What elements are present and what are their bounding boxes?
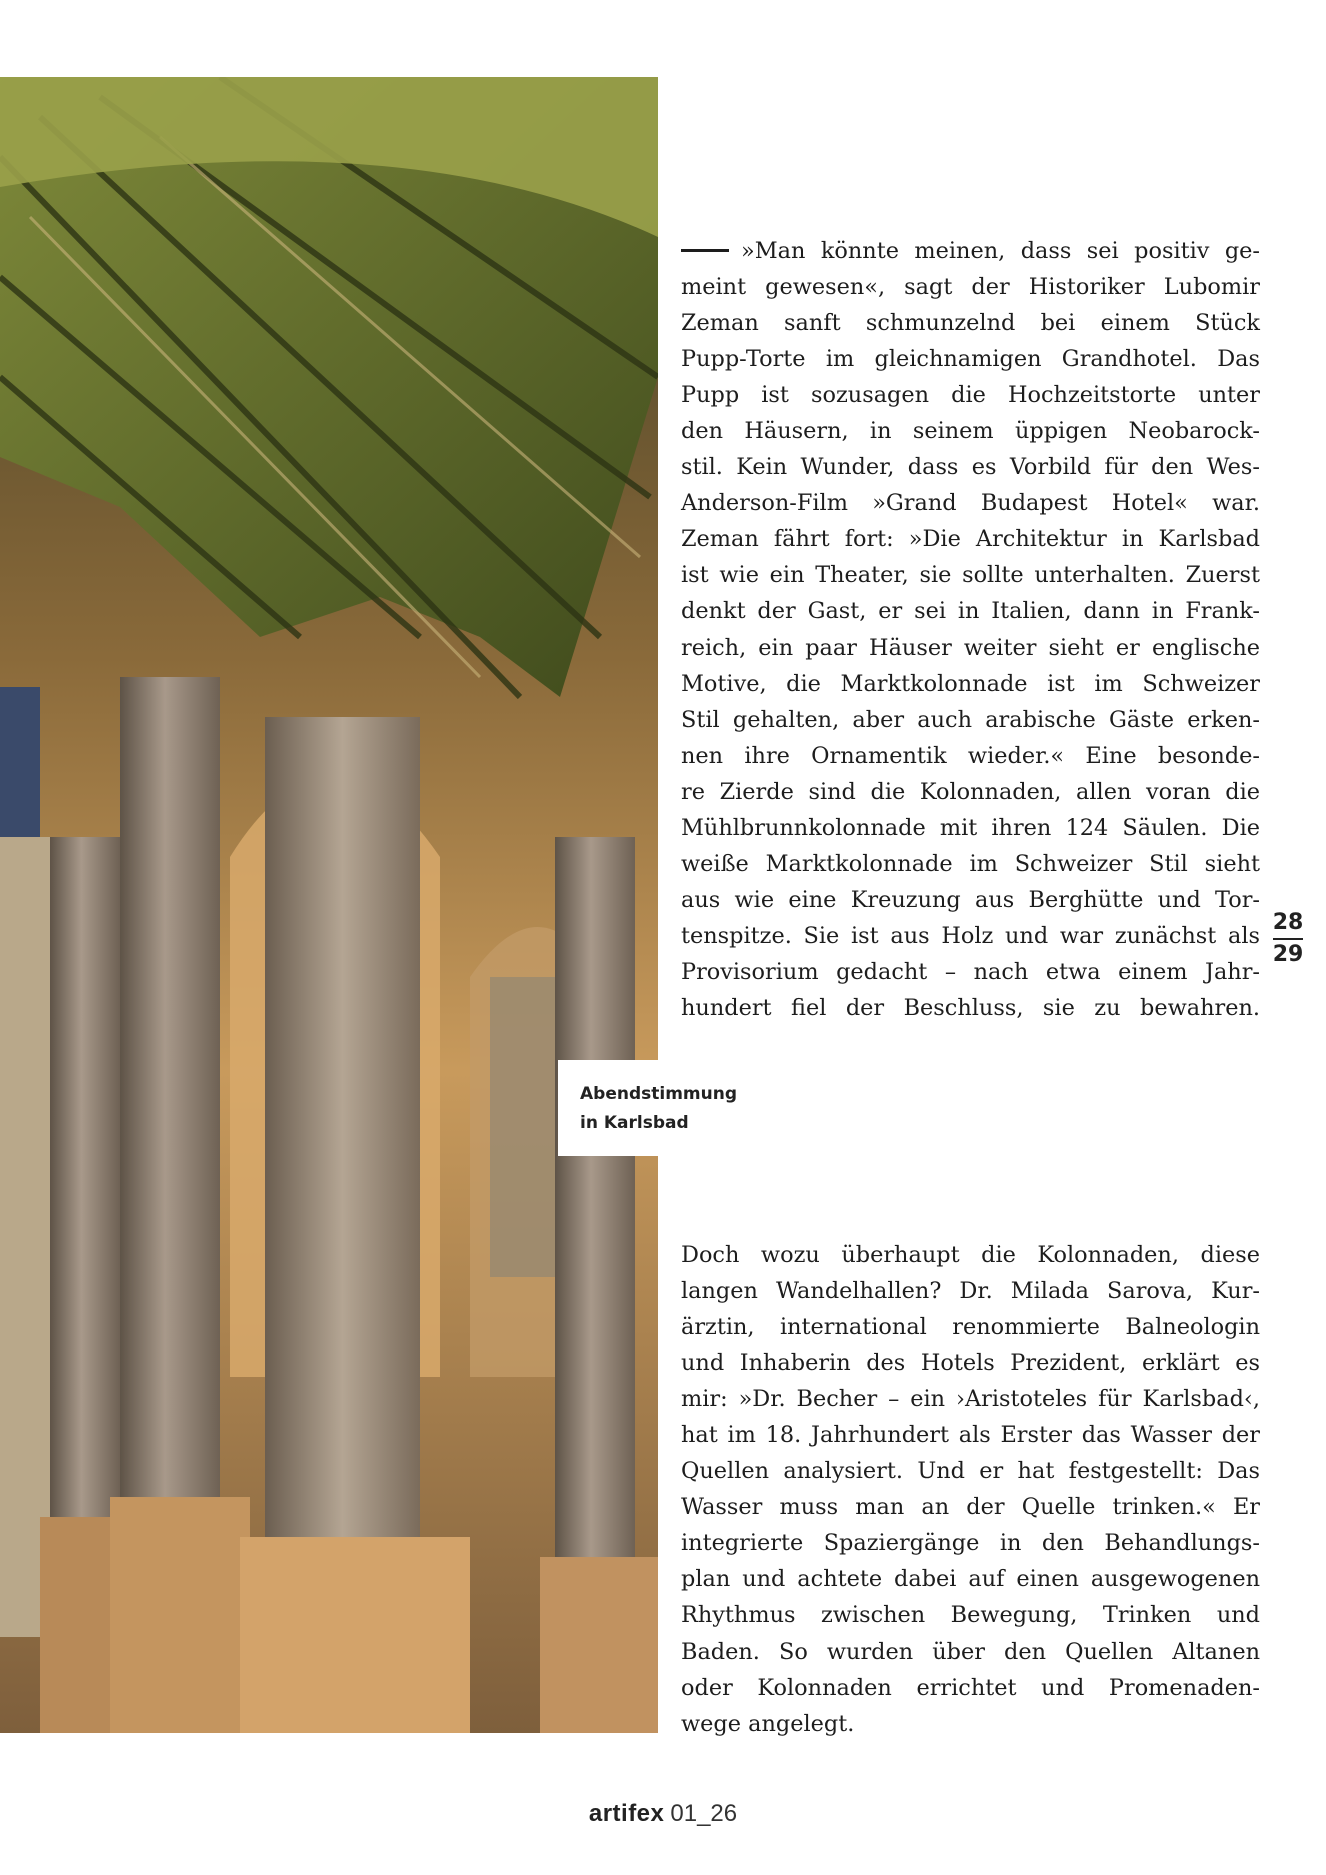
article-line: langen Wandelhallen? Dr. Milada Sarova, Kur- xyxy=(681,1278,1260,1305)
article-line: und Inhaberin des Hotels Prezident, erklärt es xyxy=(681,1350,1260,1377)
article-line-text: »Man könnte meinen, dass sei positiv ge- xyxy=(741,238,1260,264)
article-line: hat im 18. Jahrhundert als Erster das Wasser der xyxy=(681,1422,1260,1449)
article-line: den Häusern, in seinem üppigen Neobarock- xyxy=(681,418,1260,445)
caption-line: Abendstimmung xyxy=(580,1084,738,1104)
article-line: ist wie ein Theater, sie sollte unterhalten. Zuerst xyxy=(681,562,1260,589)
article-text-block-1 xyxy=(681,233,1260,1026)
article-line: weiße Marktkolonnade im Schweizer Stil sieht xyxy=(681,850,1260,877)
issue-number: 01_26 xyxy=(670,1800,738,1827)
article-line: Anderson-Film »Grand Budapest Hotel« war. xyxy=(681,490,1260,517)
article-text-block-2 xyxy=(681,1237,1260,1742)
article-line: Zeman sanft schmunzelnd bei einem Stück xyxy=(681,310,1260,337)
article-line xyxy=(681,233,1260,269)
article-line: Stil gehalten, aber auch arabische Gäste erken- xyxy=(681,706,1260,733)
colonnade-photo xyxy=(0,77,658,1733)
article-line: Wasser muss man an der Quelle trinken.« Er xyxy=(681,1494,1260,1521)
article-line: plan und achtete dabei auf einen ausgewogenen xyxy=(681,1566,1260,1593)
page-number-right: 29 xyxy=(1272,942,1304,967)
article-line: nen ihre Ornamentik wieder.« Eine besonde- xyxy=(681,742,1260,769)
article-line: Pupp ist sozusagen die Hochzeitstorte unter xyxy=(681,382,1260,409)
article-line: Doch wozu überhaupt die Kolonnaden, diese xyxy=(681,1242,1260,1268)
lead-rule xyxy=(681,249,729,252)
page-number-divider xyxy=(1273,938,1303,940)
article-line: stil. Kein Wunder, dass es Vorbild für den Wes- xyxy=(681,454,1260,481)
caption-line: in Karlsbad xyxy=(580,1113,689,1133)
article-line: Zeman fährt fort: »Die Architektur in Karlsbad xyxy=(681,526,1260,553)
article-line: denkt der Gast, er sei in Italien, dann in Frank- xyxy=(681,598,1260,625)
magazine-brand: artifex xyxy=(588,1800,665,1827)
article-line: Quellen analysiert. Und er hat festgestellt: Das xyxy=(681,1458,1260,1485)
article-line: oder Kolonnaden errichtet und Promenaden- xyxy=(681,1674,1260,1701)
article-line: Pupp-Torte im gleichnamigen Grandhotel. Das xyxy=(681,346,1260,373)
article-line: Motive, die Marktkolonnade ist im Schweizer xyxy=(681,670,1260,697)
article-line: Baden. So wurden über den Quellen Altanen xyxy=(681,1638,1260,1665)
article-line: re Zierde sind die Kolonnaden, allen voran die xyxy=(681,778,1260,805)
article-line: wege angelegt. xyxy=(681,1710,855,1737)
article-line: Rhythmus zwischen Bewegung, Trinken und xyxy=(681,1602,1260,1629)
article-line: Provisorium gedacht – nach etwa einem Jahr- xyxy=(681,958,1260,985)
colonnade-illustration xyxy=(0,77,658,1733)
article-line: reich, ein paar Häuser weiter sieht er englische xyxy=(681,634,1260,661)
photo-caption xyxy=(558,1060,738,1156)
page-footer xyxy=(0,1800,1326,1828)
article-line: tenspitze. Sie ist aus Holz und war zunächst als xyxy=(681,922,1260,949)
article-line: ärztin, international renommierte Balneologin xyxy=(681,1314,1260,1341)
article-line: aus wie eine Kreuzung aus Berghütte und Tor- xyxy=(681,886,1260,913)
page-numbers xyxy=(1270,910,1306,968)
article-line: meint gewesen«, sagt der Historiker Lubomir xyxy=(681,274,1260,301)
article-line: hundert fiel der Beschluss, sie zu bewahren. xyxy=(681,994,1260,1021)
page-number-left: 28 xyxy=(1272,910,1304,935)
article-line: mir: »Dr. Becher – ein ›Aristoteles für Karlsbad‹, xyxy=(681,1386,1260,1413)
article-line: Mühlbrunnkolonnade mit ihren 124 Säulen. Die xyxy=(681,814,1260,841)
article-line: integrierte Spaziergänge in den Behandlungs- xyxy=(681,1530,1260,1557)
